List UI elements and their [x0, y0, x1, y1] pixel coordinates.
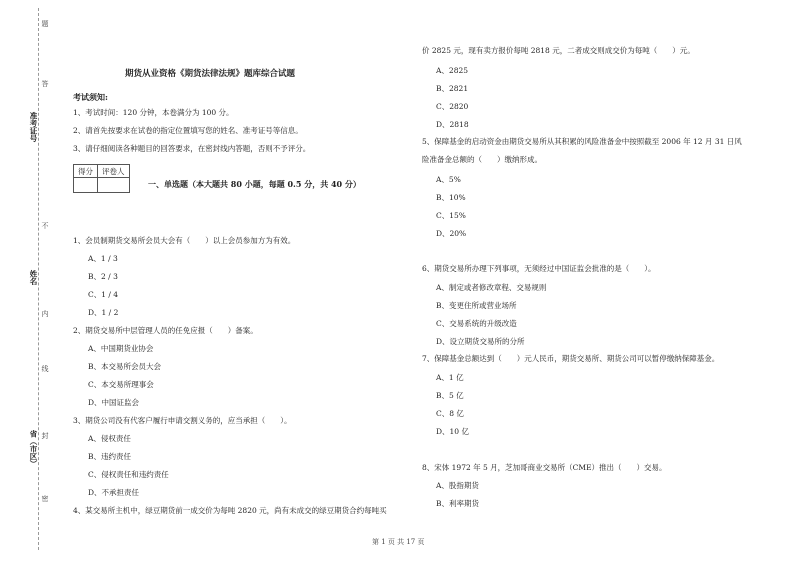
option: C、2820 [436, 102, 469, 111]
question-5-continued: 险准备金总额的（ ）缴纳形成。 [422, 155, 542, 164]
option: A、中国期货业协会 [88, 344, 154, 353]
option: D、设立期货交易所的分所 [436, 337, 525, 346]
binding-mark: 内 [41, 310, 49, 317]
option: D、1 / 2 [88, 308, 119, 317]
option: B、2 / 3 [88, 272, 118, 281]
score-box [73, 164, 130, 193]
option: D、中国证监会 [88, 398, 140, 407]
question-6: 6、期货交易所办理下列事项，无须经过中国证监会批准的是（ ）。 [422, 264, 656, 273]
option: A、5% [436, 175, 461, 184]
binding-mark: 线 [41, 365, 49, 372]
option: A、股指期货 [436, 481, 479, 490]
option: D、20% [436, 229, 467, 238]
question-5: 5、保障基金的启动资金由期货交易所从其积累的风险准备金中按照截至 2006 年 12 月 31 日风 [422, 137, 742, 146]
instruction-item: 3、请仔细阅读各种题目的回答要求，在密封线内答题，否则不予评分。 [73, 144, 311, 153]
option: D、10 亿 [436, 427, 469, 436]
question-4: 4、某交易所主机中，绿豆期货前一成交价为每吨 2820 元，尚有未成交的绿豆期货合约每吨买 [73, 506, 387, 515]
question-8: 8、宋体 1972 年 5 月，芝加哥商业交易所（CME）推出（ ）交易。 [422, 463, 667, 472]
question-4-continued: 价 2825 元，现有卖方报价每吨 2818 元，二者成交则成交价为每吨（ ）元。 [422, 46, 695, 55]
question-2: 2、期货交易所中层管理人员的任免应报（ ）备案。 [73, 326, 258, 335]
option: C、8 亿 [436, 409, 464, 418]
option: B、变更住所或营业场所 [436, 301, 517, 310]
score-cell [74, 178, 98, 193]
option: A、1 亿 [436, 373, 464, 382]
option: C、侵权责任和违约责任 [88, 470, 169, 479]
question-3: 3、期货公司没有代客户履行申请交割义务的，应当承担（ ）。 [73, 416, 292, 425]
section-heading: 一、单选题（本大题共 80 小题，每题 0.5 分，共 40 分） [148, 179, 361, 189]
option: B、本交易所会员大会 [88, 362, 162, 371]
option: A、制定或者修改章程、交易规则 [436, 283, 547, 292]
province-label: 省（市区） [29, 430, 38, 468]
option: B、10% [436, 193, 466, 202]
option: A、1 / 3 [88, 254, 118, 263]
score-label: 得分 [74, 165, 98, 178]
question-1: 1、会员制期货交易所会员大会有（ ）以上会员参加方为有效。 [73, 236, 296, 245]
admission-number-label: 准考证号 [29, 112, 38, 142]
option: B、违约责任 [88, 452, 132, 461]
option: C、1 / 4 [88, 290, 119, 299]
option: B、利率期货 [436, 499, 480, 508]
option: B、5 亿 [436, 391, 464, 400]
name-label: 姓名 [29, 270, 38, 285]
page-footer: 第 1 页 共 17 页 [372, 538, 425, 546]
binding-mark: 题 [41, 20, 49, 27]
option: C、本交易所理事会 [88, 380, 154, 389]
question-7: 7、保障基金总额达到（ ）元人民币，期货交易所、期货公司可以暂停缴纳保障基金。 [422, 354, 720, 363]
option: A、2825 [436, 66, 469, 75]
option: B、2821 [436, 84, 469, 93]
exam-title: 期货从业资格《期货法律法规》题库综合试题 [125, 69, 296, 79]
instruction-item: 1、考试时间：120 分钟，本卷满分为 100 分。 [73, 108, 234, 117]
option: C、交易系统的升级改造 [436, 319, 517, 328]
option: D、2818 [436, 120, 469, 129]
option: C、15% [436, 211, 466, 220]
option: A、侵权责任 [88, 434, 131, 443]
grader-cell [98, 178, 130, 193]
instruction-item: 2、请首先按要求在试卷的指定位置填写您的姓名、准考证号等信息。 [73, 126, 303, 135]
grader-label: 评卷人 [98, 165, 130, 178]
instructions-heading: 考试须知: [73, 92, 108, 102]
binding-mark: 答 [41, 80, 49, 87]
binding-mark: 密 [41, 495, 49, 502]
binding-mark: 封 [41, 432, 49, 439]
binding-mark: 不 [41, 222, 49, 229]
option: D、不承担责任 [88, 488, 140, 497]
